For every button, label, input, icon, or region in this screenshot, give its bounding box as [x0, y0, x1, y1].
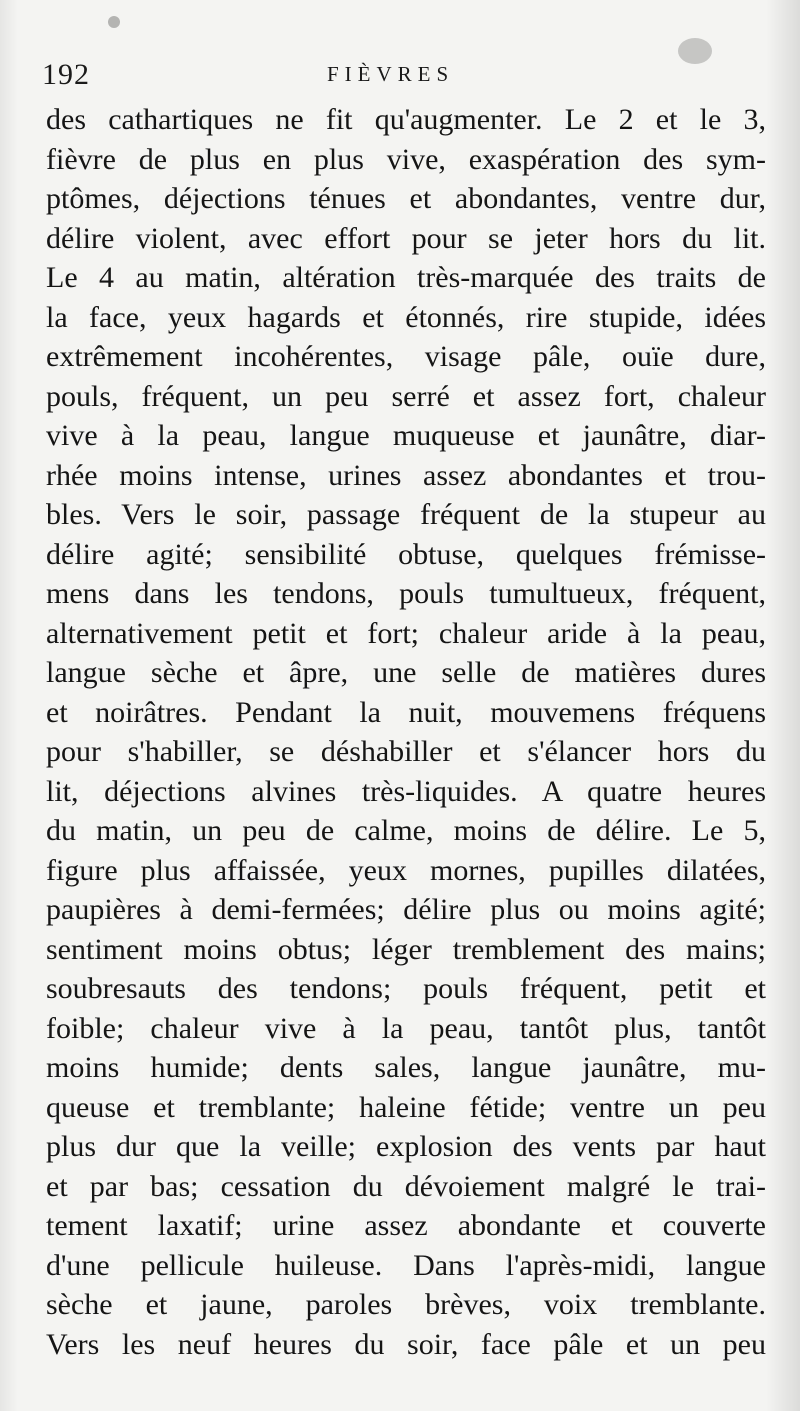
text-line: soubresauts des tendons; pouls fréquent, petit et	[46, 972, 766, 1005]
text-line: langue sèche et âpre, une selle de matières dures	[46, 656, 766, 689]
text-line: et par bas; cessation du dévoiement malgré le trai-	[46, 1169, 766, 1203]
text-line: rhée moins intense, urines assez abondantes et trou-	[46, 458, 766, 492]
ink-smudge	[108, 16, 120, 28]
text-line: ptômes, déjections ténues et abondantes, ventre dur,	[46, 182, 766, 215]
text-line: alternativement petit et fort; chaleur aride à la peau,	[46, 616, 766, 650]
text-line: d'une pellicule huileuse. Dans l'après-midi, langue	[46, 1248, 766, 1282]
text-line: fièvre de plus en plus vive, exaspération des sym-	[46, 142, 766, 176]
text-line: plus dur que la veille; explosion des vents par haut	[46, 1130, 766, 1163]
text-line: délire violent, avec effort pour se jeter hors du lit.	[46, 221, 766, 255]
text-line: sentiment moins obtus; léger tremblement des mains;	[46, 932, 766, 966]
text-line: figure plus affaissée, yeux mornes, pupilles dilatées,	[46, 853, 766, 887]
text-line: du matin, un peu de calme, moins de délire. Le 5,	[46, 814, 766, 847]
text-line: délire agité; sensibilité obtuse, quelques frémisse-	[46, 537, 766, 571]
page-header	[42, 58, 757, 98]
text-line: lit, déjections alvines très-liquides. A quatre heures	[46, 774, 766, 808]
text-line: pour s'habiller, se déshabiller et s'élancer hors du	[46, 735, 766, 768]
page-edge-shadow	[766, 0, 800, 1411]
body-text	[46, 100, 766, 1364]
text-line: Le 4 au matin, altération très-marquée des traits de	[46, 261, 766, 294]
text-line: la face, yeux hagards et étonnés, rire stupide, idées	[46, 300, 766, 334]
text-line: et noirâtres. Pendant la nuit, mouvemens fréquens	[46, 695, 766, 729]
text-line: queuse et tremblante; haleine fétide; ventre un peu	[46, 1090, 766, 1124]
text-line: sèche et jaune, paroles brèves, voix tremblante.	[46, 1288, 766, 1321]
text-line: foible; chaleur vive à la peau, tantôt plus, tantôt	[46, 1011, 766, 1045]
text-line: pouls, fréquent, un peu serré et assez fort, chaleur	[46, 379, 766, 413]
text-line: vive à la peau, langue muqueuse et jaunâtre, diar-	[46, 419, 766, 452]
text-line: mens dans les tendons, pouls tumultueux, fréquent,	[46, 577, 766, 610]
page-number: 192	[42, 58, 90, 91]
text-line: des cathartiques ne fit qu'augmenter. Le 2 et le 3,	[46, 103, 766, 136]
gutter-shadow	[0, 0, 18, 1411]
text-line: tement laxatif; urine assez abondante et couverte	[46, 1209, 766, 1242]
text-line: bles. Vers le soir, passage fréquent de la stupeur au	[46, 498, 766, 531]
text-line: extrêmement incohérentes, visage pâle, ouïe dure,	[46, 340, 766, 373]
running-head: FIÈVRES	[327, 62, 455, 86]
text-line: paupières à demi-fermées; délire plus ou moins agité;	[46, 893, 766, 926]
text-line: moins humide; dents sales, langue jaunâtre, mu-	[46, 1051, 766, 1084]
text-line: Vers les neuf heures du soir, face pâle et un peu	[46, 1327, 766, 1361]
